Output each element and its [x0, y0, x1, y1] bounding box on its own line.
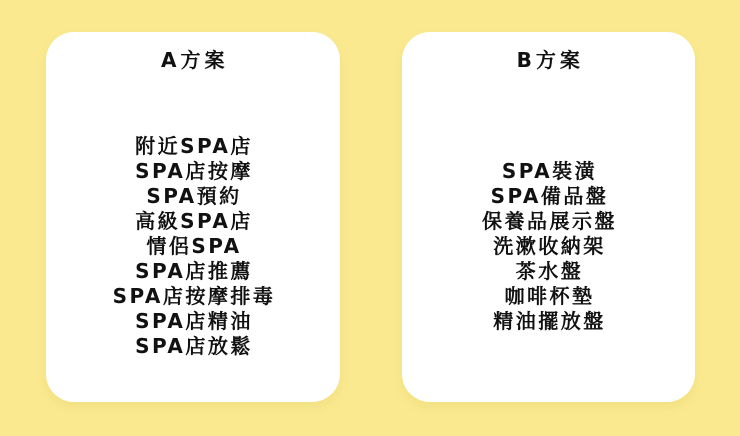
- list-item: 情侶SPA: [146, 233, 242, 258]
- list-item: SPA店推薦: [135, 258, 253, 283]
- plan-b-title: B方案: [516, 48, 584, 72]
- plan-a-keyword-list: [46, 74, 340, 402]
- list-item: 咖啡杯墊: [504, 283, 595, 308]
- plan-card-b: [402, 32, 696, 402]
- list-item: SPA預約: [146, 183, 242, 208]
- list-item: 保養品展示盤: [482, 208, 617, 233]
- list-item: 附近SPA店: [135, 133, 253, 158]
- list-item: SPA店按摩排毒: [112, 283, 276, 308]
- list-item: SPA裝潢: [501, 158, 598, 183]
- list-item: 茶水盤: [515, 258, 584, 283]
- list-item: SPA店按摩: [135, 158, 253, 183]
- plan-card-a: [46, 32, 340, 402]
- list-item: 洗漱收納架: [493, 233, 606, 258]
- list-item: SPA店放鬆: [135, 333, 253, 358]
- list-item: 精油擺放盤: [493, 308, 606, 333]
- list-item: SPA備品盤: [490, 183, 609, 208]
- list-item: 高級SPA店: [135, 208, 253, 233]
- plan-cards-row: [46, 32, 695, 402]
- plan-a-title: A方案: [161, 48, 229, 72]
- plan-b-keyword-list: [402, 74, 696, 402]
- list-item: SPA店精油: [135, 308, 253, 333]
